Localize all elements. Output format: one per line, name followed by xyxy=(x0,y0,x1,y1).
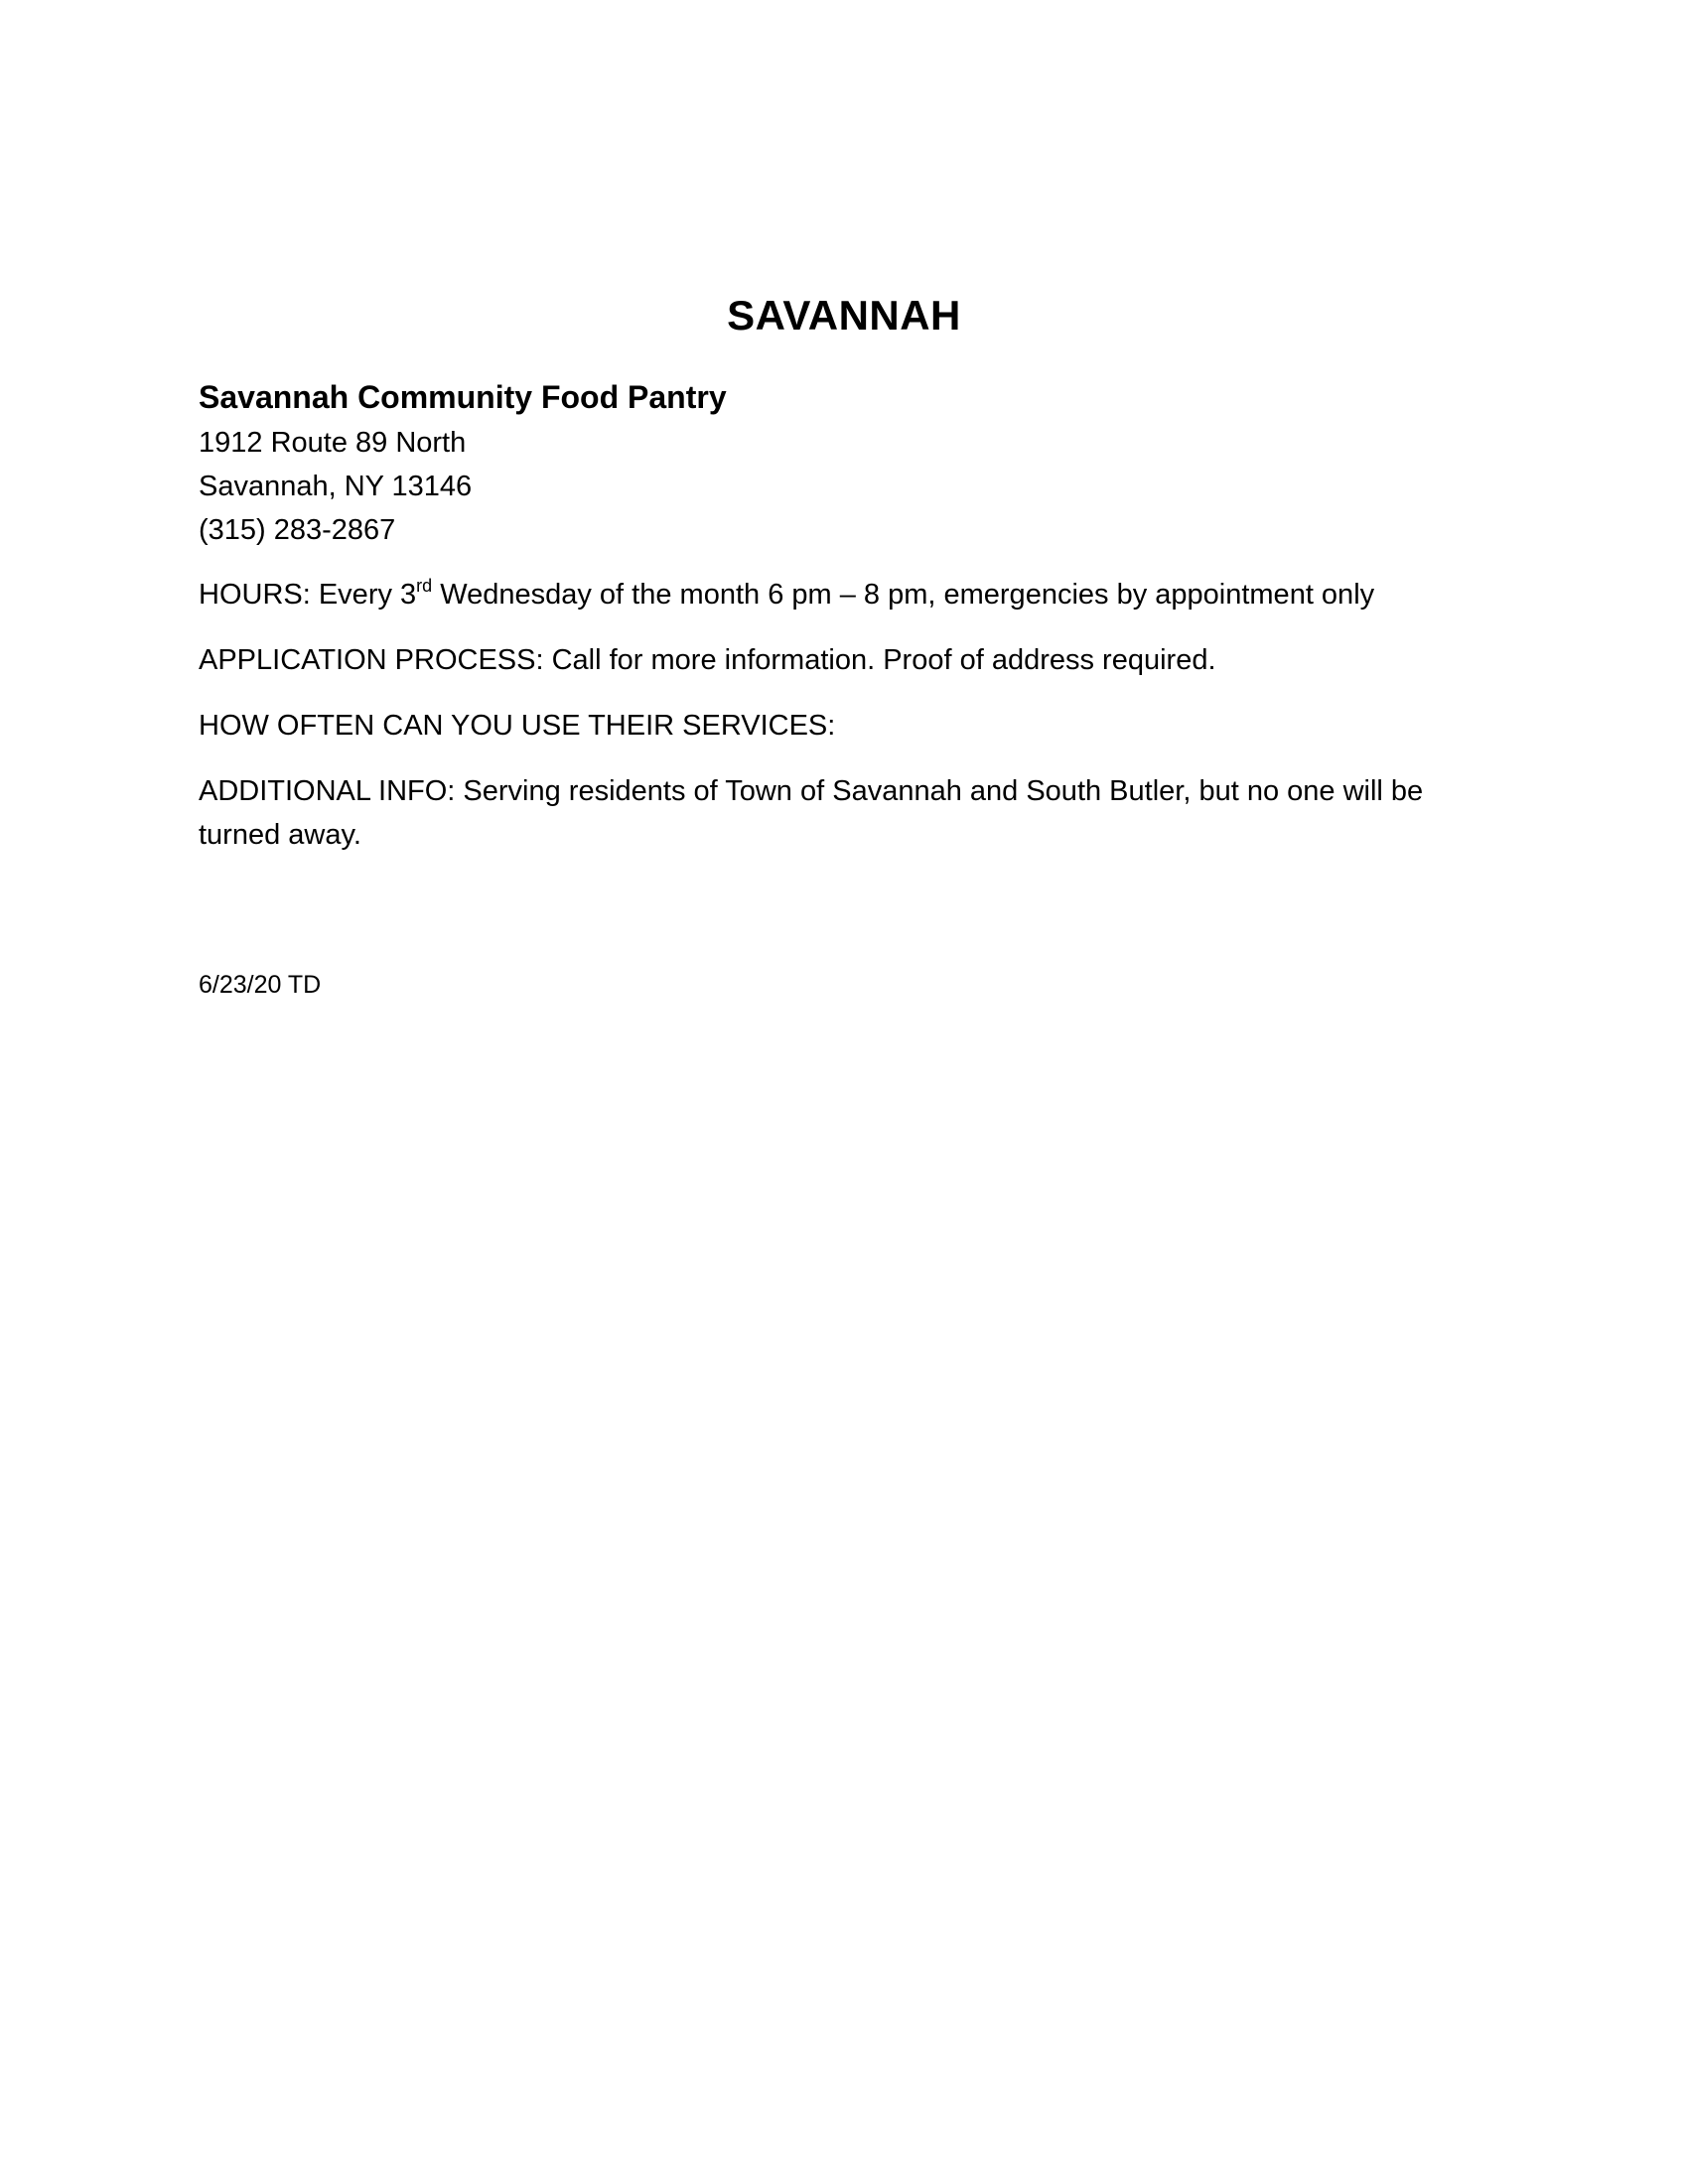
page-title: SAVANNAH xyxy=(727,292,961,339)
application-process-paragraph: APPLICATION PROCESS: Call for more information. Proof of address required. xyxy=(199,644,1216,676)
hours-suffix: Wednesday of the month 6 pm – 8 pm, emergencies by appointment only xyxy=(432,579,1375,611)
phone-number: (315) 283-2867 xyxy=(199,514,396,546)
date-initials-note: 6/23/20 TD xyxy=(199,971,322,999)
hours-paragraph xyxy=(199,573,1489,616)
address-line-1: 1912 Route 89 North xyxy=(199,427,467,459)
pantry-listing xyxy=(199,373,1489,857)
address-line-2: Savannah, NY 13146 xyxy=(199,471,473,502)
how-often-paragraph: HOW OFTEN CAN YOU USE THEIR SERVICES: xyxy=(199,710,836,742)
hours-ordinal-superscript: rd xyxy=(416,576,433,596)
hours-prefix: HOURS: Every 3 xyxy=(199,579,417,611)
organization-name: Savannah Community Food Pantry xyxy=(199,379,727,415)
additional-info-paragraph: ADDITIONAL INFO: Serving residents of Town of Savannah and South Butler, but no one will be turned away. xyxy=(199,775,1424,851)
